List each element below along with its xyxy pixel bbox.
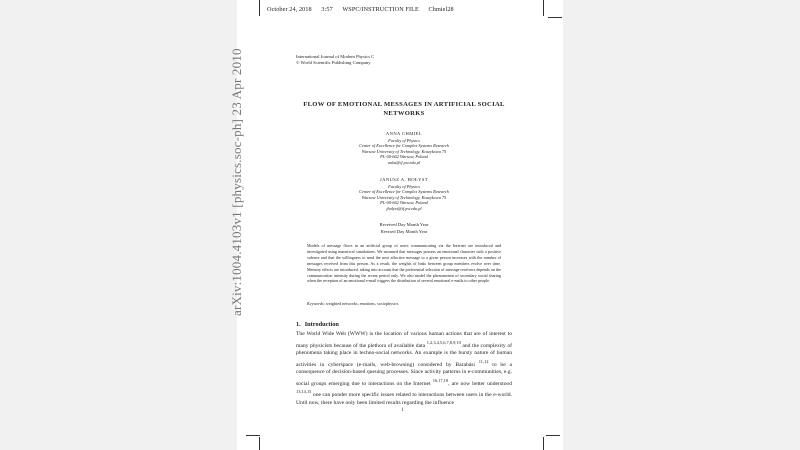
viewer-background-left xyxy=(0,0,237,450)
author-city: PL-00-662 Warsaw, Poland xyxy=(380,154,428,159)
paper-title: FLOW OF EMOTIONAL MESSAGES IN ARTIFICIAL SOCIAL NETWORKS xyxy=(303,101,505,117)
keywords-value: weighted networks, emotions, sociophysics xyxy=(325,301,399,306)
page-number: 1 xyxy=(401,408,404,413)
crop-mark-bottom-right-vertical xyxy=(543,437,544,450)
body-text-segment: one can ponder more specific issues related to interactions between users in the e-world. Until now, there have only been limited results regarding the influence xyxy=(296,392,512,406)
revised-date: Revised Day Month Year xyxy=(380,228,428,234)
running-header xyxy=(267,6,462,13)
body-text-segment: to be a consequence of decision-based queuing processes. Since activity patterns in e-communities, e.g. social groups emerging due to interactions on the Internet xyxy=(296,361,512,387)
author-university: Warsaw University of Technology, Koszykowa 75 xyxy=(361,194,447,200)
body-paragraph xyxy=(296,331,512,407)
citation: 1,2,3,4,5,6,7,8,9,10 xyxy=(426,339,461,345)
section-title: Introduction xyxy=(304,321,339,328)
crop-mark-bottom-left-vertical xyxy=(259,437,260,450)
received-date: Received Day Month Year xyxy=(379,222,429,227)
body-text-segment: The World Wide Web (WWW) is the location of various human actions that are of interest to many physicists because of the plethora of available data xyxy=(296,331,512,349)
viewer-background-right xyxy=(563,0,800,450)
author-university: Warsaw University of Technology, Koszykowa 75 xyxy=(361,148,447,154)
author-block-2 xyxy=(296,177,512,211)
crop-mark-bottom-right-horizontal xyxy=(546,435,560,436)
header-name: Chmiel28 xyxy=(428,6,454,13)
citation: 16,17,18 xyxy=(432,377,449,383)
header-date: October 24, 2018 xyxy=(267,6,312,13)
section-heading xyxy=(296,321,339,328)
citation: 13,14,15 xyxy=(296,389,312,395)
journal-name: International Journal of Modern Physics C xyxy=(296,54,375,59)
header-time: 3:57 xyxy=(321,6,333,13)
crop-mark-top-left-vertical xyxy=(259,0,260,16)
author-faculty: Faculty of Physics xyxy=(388,137,420,143)
author-name: JANUSZ A. HOŁYST xyxy=(379,177,429,182)
crop-mark-top-right-horizontal xyxy=(548,17,562,18)
author-email: anka@if.pw.edu.pl xyxy=(387,159,421,165)
author-block-1 xyxy=(296,131,512,165)
crop-mark-bottom-left-horizontal xyxy=(246,435,260,436)
header-file: WSPC/INSTRUCTION FILE xyxy=(342,6,419,13)
author-center: Center of Excellence for Complex Systems Research xyxy=(359,143,449,148)
body-text-segment: and the complexity of phenomena taking place in techno-social networks. An example is the bursty nature of human activities in cyberspace (e-mails, web-browsing) considered by Barabási xyxy=(296,342,512,368)
citation: 11,12 xyxy=(478,358,489,364)
author-center: Center of Excellence for Complex Systems Research xyxy=(359,189,449,194)
journal-copyright: © World Scientific Publishing Company xyxy=(296,60,371,65)
keywords-label: Keywords xyxy=(307,301,324,306)
crop-mark-top-right-vertical xyxy=(543,0,544,16)
section-number: 1. xyxy=(296,321,301,328)
journal-info xyxy=(296,54,374,66)
author-name: ANNA CHMIEL xyxy=(385,131,423,136)
arxiv-stamp: arXiv:1004.4103v1 [physics.soc-ph] 23 Apr 2010 xyxy=(229,48,244,316)
keywords: Keywords: weighted networks, emotions, sociophysics xyxy=(307,301,399,306)
author-email: jholyst@if.pw.edu.pl xyxy=(386,205,422,211)
body-text-segment: , are now better understood xyxy=(448,380,512,387)
author-faculty: Faculty of Physics xyxy=(388,183,420,189)
submission-dates xyxy=(296,222,512,235)
abstract: Models of message flows in an artificial group of users communicating via the Internet are introduced and investigated using numerical simulations. We assumed that messages possess an emotional character with a positive valence and that the willingness to send the next affective message to a given person increases with the number of messages received from this person. As a result, the weights of links between group members evolve over time. Memory effects are introduced, taking into account that the preferential selection of message receivers depends on the communication intensity during the recent period only. We also model the phenomenon of secondary social sharing when the reception of an emotional e-mail triggers the distribution of several emotional e-mails to other people. xyxy=(307,243,501,284)
author-city: PL-00-662 Warsaw, Poland xyxy=(380,200,428,205)
